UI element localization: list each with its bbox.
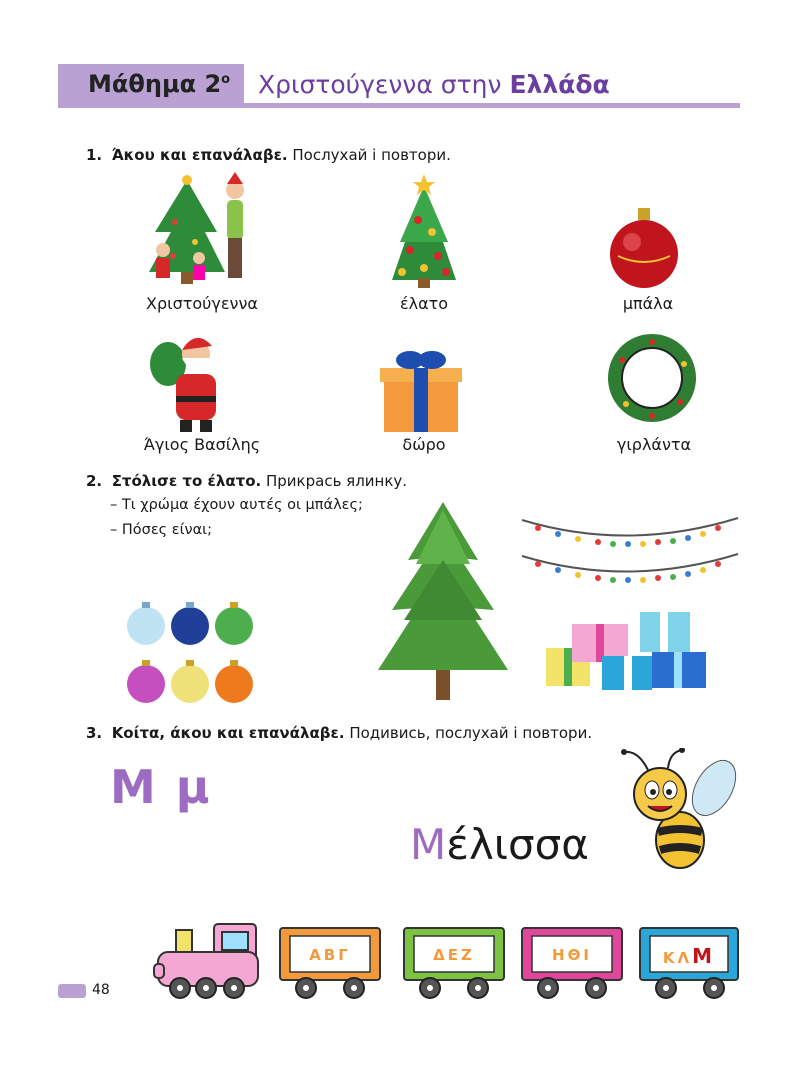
family-decorating-tree-image <box>135 172 255 290</box>
page-number: 48 <box>92 982 110 998</box>
caption-garland: γιρλάντα <box>616 435 692 454</box>
wagon-4-letters-small: ΚΛ <box>662 949 693 967</box>
wagon-4-letter-big: Μ <box>692 944 716 968</box>
task-3-heading <box>86 724 592 742</box>
caption-ball: μπάλα <box>622 294 674 313</box>
task-1-heading <box>86 146 451 164</box>
caption-santa: Άγιος Βασίλης <box>143 435 261 454</box>
ornament-ball-image <box>606 206 682 290</box>
lesson-badge <box>58 64 244 106</box>
task-2-rest: Прикрась ялинку. <box>261 472 408 490</box>
caption-gift: δώρο <box>402 435 446 454</box>
lesson-label: Μάθημα 2 <box>88 70 222 98</box>
wagon-1-body <box>278 926 382 1002</box>
train-wagon-2 <box>402 926 506 986</box>
question-color: – Τι χρώμα έχουν αυτές οι μπάλες; <box>110 497 363 513</box>
caption-fir-tree: έλατο <box>399 294 449 313</box>
task-1-rest: Послухай і повтори. <box>287 146 451 164</box>
gift-box-image <box>378 344 464 436</box>
ornament-balls-grid-image <box>124 594 256 712</box>
train-wagon-3 <box>520 926 624 986</box>
example-word-first-letter: Μ <box>410 820 447 869</box>
task-2-number: 2. <box>86 472 103 490</box>
page-number-bar <box>58 984 86 998</box>
undecorated-fir-tree-image <box>368 500 518 708</box>
wagon-1-letters: ΑΒΓ <box>309 946 351 964</box>
example-word-rest: έλισσα <box>446 820 589 869</box>
wagon-3-letters: ΗΘΙ <box>552 946 592 964</box>
task-1-number: 1. <box>86 146 103 164</box>
header-underline <box>58 103 740 108</box>
santa-claus-image <box>148 324 232 436</box>
question-count: – Πόσες είναι; <box>110 522 212 538</box>
task-2-heading <box>86 472 407 490</box>
page-title <box>258 70 610 99</box>
train-wagon-1 <box>278 926 382 986</box>
wagon-3-body <box>520 926 624 1002</box>
task-2-bold: Στόλισε το έλατο. <box>111 472 262 490</box>
bee-image <box>618 748 742 882</box>
christmas-tree-image <box>382 172 466 290</box>
wagon-4-letters <box>650 944 728 968</box>
wagon-2-letters: ΔΕΖ <box>433 946 475 964</box>
title-prefix: Χριστούγεννα στην <box>258 70 510 99</box>
example-word <box>410 820 589 869</box>
caption-christmas: Χριστούγεννα <box>146 294 258 313</box>
lesson-sup: ο <box>221 72 231 87</box>
title-bold: Ελλάδα <box>509 70 610 99</box>
task-3-bold: Κοίτα, άκου και επανάλαβε. <box>111 724 345 742</box>
task-3-number: 3. <box>86 724 103 742</box>
train-locomotive-image <box>152 920 270 1002</box>
train-wagon-4 <box>638 926 742 986</box>
string-lights-image <box>518 512 742 592</box>
wreath-image <box>600 330 704 424</box>
task-1-bold: Άκου και επανάλαβε. <box>111 146 288 164</box>
task-3-rest: Подивись, послухай і повтори. <box>344 724 593 742</box>
letters-uppercase-lowercase: Μ μ <box>110 760 212 814</box>
wagon-2-body <box>402 926 506 1002</box>
gift-pile-image <box>542 608 714 694</box>
